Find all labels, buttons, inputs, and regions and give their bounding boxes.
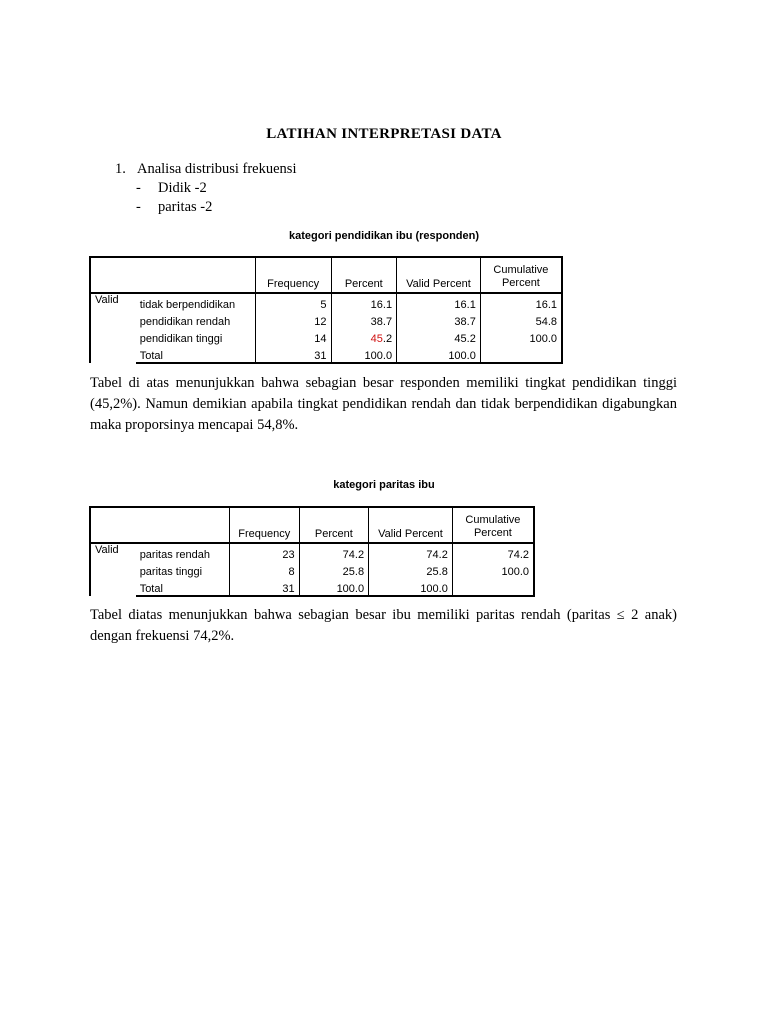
table1-caption: kategori pendidikan ibu (responden) [288, 230, 480, 242]
cell-valid-percent: 100.0 [397, 345, 481, 363]
table-row [90, 543, 534, 561]
cell-cumulative-percent [452, 578, 534, 596]
table1-frequency-table [89, 256, 563, 364]
header-frequency: Frequency [229, 507, 299, 543]
sub-item [115, 179, 296, 198]
cell-valid-percent: 100.0 [369, 578, 453, 596]
sub-item-text: paritas -2 [158, 199, 213, 215]
table2-caption: kategori paritas ibu [333, 479, 435, 491]
document-title: LATIHAN INTERPRETASI DATA [266, 126, 502, 142]
cell-percent: 16.1 [331, 293, 397, 311]
cell-frequency: 8 [229, 561, 299, 578]
header-percent: Percent [299, 507, 368, 543]
cell-valid-percent: 45.2 [397, 328, 481, 345]
cell-frequency: 5 [255, 293, 331, 311]
cell-cumulative-percent: 54.8 [480, 311, 562, 328]
cell-percent: 74.2 [299, 543, 368, 561]
interpretation-paragraph-1: Tabel di atas menunjukkan bahwa sebagian besar responden memiliki tingkat pendidikan tinggi (45,2%). Namun demikian apabila tingkat pendidikan rendah dan tidak berpendidikan digabungkan maka proporsinya mencapai 54,8%. [90, 375, 677, 433]
sub-item-text: Didik -2 [158, 180, 207, 196]
row-label: Total [136, 578, 230, 596]
interpretation-paragraph-2: Tabel diatas menunjukkan bahwa sebagian besar ibu memiliki paritas rendah (paritas ≤ 2 anak) dengan frekuensi 74,2%. [90, 607, 677, 644]
row-group-label: Valid [90, 543, 136, 596]
cell-percent: 25.8 [299, 561, 368, 578]
header-blank [90, 257, 136, 293]
dash-bullet: - [136, 180, 141, 196]
table-row-total [90, 345, 562, 363]
cell-valid-percent: 16.1 [397, 293, 481, 311]
cell-percent [331, 328, 397, 345]
table-row [90, 311, 562, 328]
cell-frequency: 14 [255, 328, 331, 345]
row-label: tidak berpendidikan [139, 299, 236, 311]
cell-valid-percent: 38.7 [397, 311, 481, 328]
cell-cumulative-percent [480, 345, 562, 363]
cell-percent: 100.0 [331, 345, 397, 363]
list-item-text: Analisa distribusi frekuensi [137, 161, 297, 177]
value-remainder: .2 [382, 333, 393, 345]
header-cumulative-percent: Cumulative Percent [480, 257, 562, 293]
table2-frequency-table [89, 506, 535, 597]
cell-frequency: 12 [255, 311, 331, 328]
sub-item [115, 198, 296, 217]
cell-cumulative-percent: 16.1 [480, 293, 562, 311]
cell-percent: 38.7 [331, 311, 397, 328]
list-number: 1. [115, 161, 126, 177]
row-label: paritas rendah [139, 549, 211, 561]
row-label: pendidikan tinggi [139, 333, 223, 345]
table-row [90, 561, 534, 578]
cell-cumulative-percent: 100.0 [480, 328, 562, 345]
header-percent: Percent [331, 257, 397, 293]
cell-cumulative-percent: 74.2 [452, 543, 534, 561]
task-list [115, 160, 296, 217]
header-blank [90, 507, 136, 543]
header-cumulative-percent: Cumulative Percent [452, 507, 534, 543]
table-row-total [90, 578, 534, 596]
table-row [90, 328, 562, 345]
highlighted-value: 45 [370, 333, 383, 345]
cell-valid-percent: 25.8 [369, 561, 453, 578]
header-blank [136, 507, 230, 543]
cell-cumulative-percent: 100.0 [452, 561, 534, 578]
row-group-label: Valid [90, 293, 136, 363]
table-row [90, 293, 562, 311]
header-valid-percent: Valid Percent [369, 507, 453, 543]
cell-frequency: 31 [229, 578, 299, 596]
cell-percent: 100.0 [299, 578, 368, 596]
header-valid-percent: Valid Percent [397, 257, 481, 293]
row-label: pendidikan rendah [139, 316, 231, 328]
row-label: paritas tinggi [139, 566, 203, 578]
cell-frequency: 23 [229, 543, 299, 561]
dash-bullet: - [136, 199, 141, 215]
header-frequency: Frequency [255, 257, 331, 293]
row-label: Total [136, 345, 256, 363]
cell-frequency: 31 [255, 345, 331, 363]
cell-valid-percent: 74.2 [369, 543, 453, 561]
header-blank [136, 257, 256, 293]
list-item [115, 160, 296, 179]
